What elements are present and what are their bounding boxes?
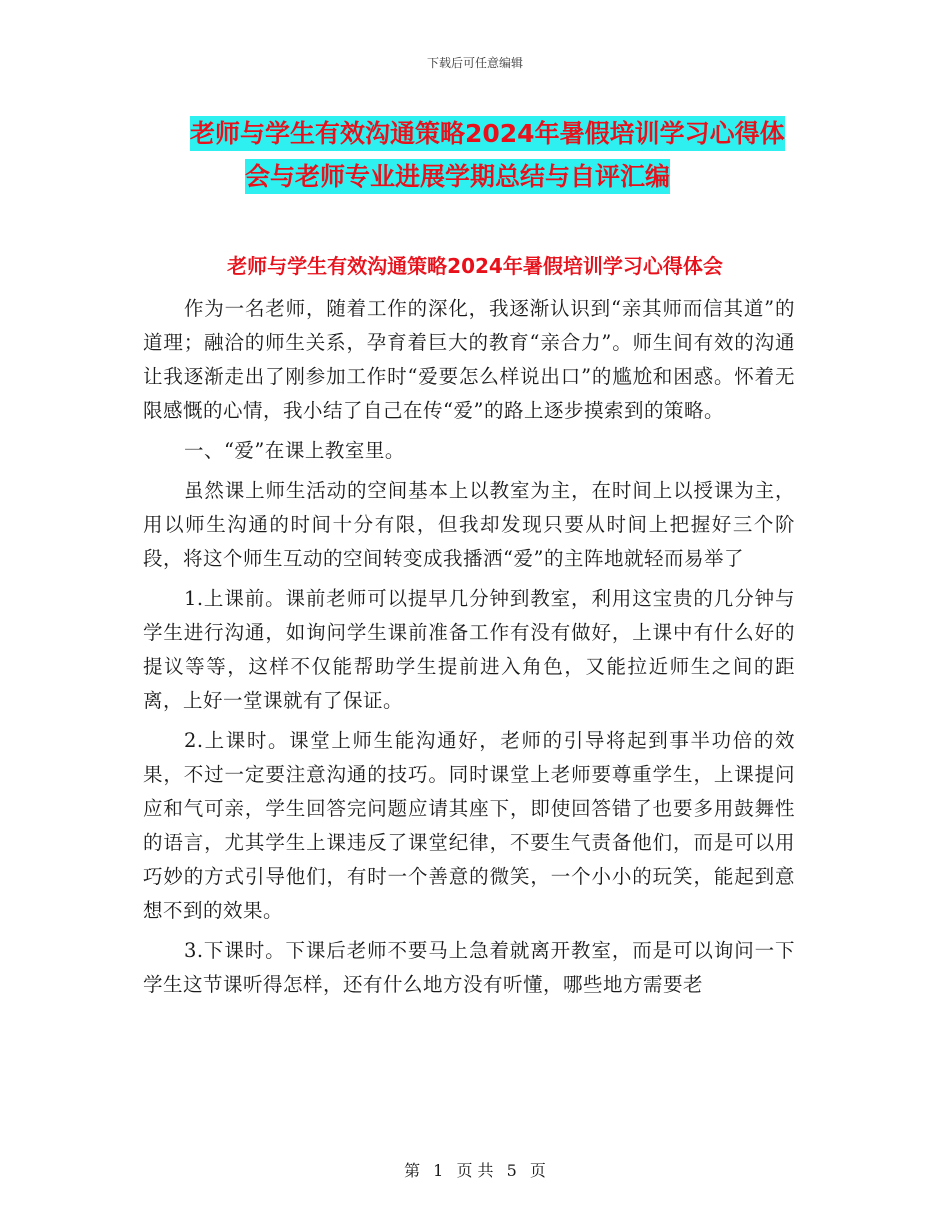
paragraph-classroom: 虽然课上师生活动的空间基本上以教室为主，在时间上以授课为主，用以师生沟通的时间十分有限，但我却发现只要从时间上把握好三个阶段，将这个师生互动的空间转变成我播洒“爱”的主阵地就轻而易举了 [143,479,795,570]
footer-suffix: 页 [529,1161,546,1180]
paragraph-during-class: 2.上课时。课堂上师生能沟通好，老师的引导将起到事半功倍的效果，不过一定要注意沟通的技巧。同时课堂上老师要尊重学生，上课提问应和气可亲，学生回答完问题应请其座下，即使回答错了也要多用鼓舞性的语言，尤其学生上课违反了课堂纪律，不要生气责备他们，而是可以用巧妙的方式引导他们，有时一个善意的微笑，一个小小的玩笑，能起到意想不到的效果。 [143,729,795,922]
title-line-2: 会与老师专业进展学期总结与自评汇编 [245,159,670,194]
section-title: 老师与学生有效沟通策略2024年暑假培训学习心得体会 [227,254,723,278]
document-body [143,292,795,1008]
footer-prefix: 第 [404,1161,421,1180]
footer-mid: 页 共 [456,1161,494,1180]
page-total: 5 [506,1161,517,1180]
paragraph-intro: 作为一名老师，随着工作的深化，我逐渐认识到“亲其师而信其道”的道理；融洽的师生关系，孕育着巨大的教育“亲合力”。师生间有效的沟通让我逐渐走出了刚参加工作时“爱要怎么样说出口”的尴尬和困惑。怀着无限感慨的心情，我小结了自己在传“爱”的路上逐步摸索到的策略。 [143,297,795,422]
document-title [190,112,830,198]
title-line-1: 老师与学生有效沟通策略2024年暑假培训学习心得体 [190,116,785,151]
paragraph-before-class: 1.上课前。课前老师可以提早几分钟到教室，利用这宝贵的几分钟与学生进行沟通，如询问学生课前准备工作有没有做好，上课中有什么好的提议等等，这样不仅能帮助学生提前进入角色，又能拉近师生之间的距离，上好一堂课就有了保证。 [143,587,795,712]
page-number: 1 [433,1161,444,1180]
page-footer [0,1158,950,1181]
paragraph-after-class: 3.下课时。下课后老师不要马上急着就离开教室，而是可以询问一下学生这节课听得怎样，还有什么地方没有听懂，哪些地方需要老 [143,939,795,996]
header-note: 下载后可任意编辑 [426,56,523,70]
paragraph-heading-one: 一、“爱”在课上教室里。 [183,439,405,462]
